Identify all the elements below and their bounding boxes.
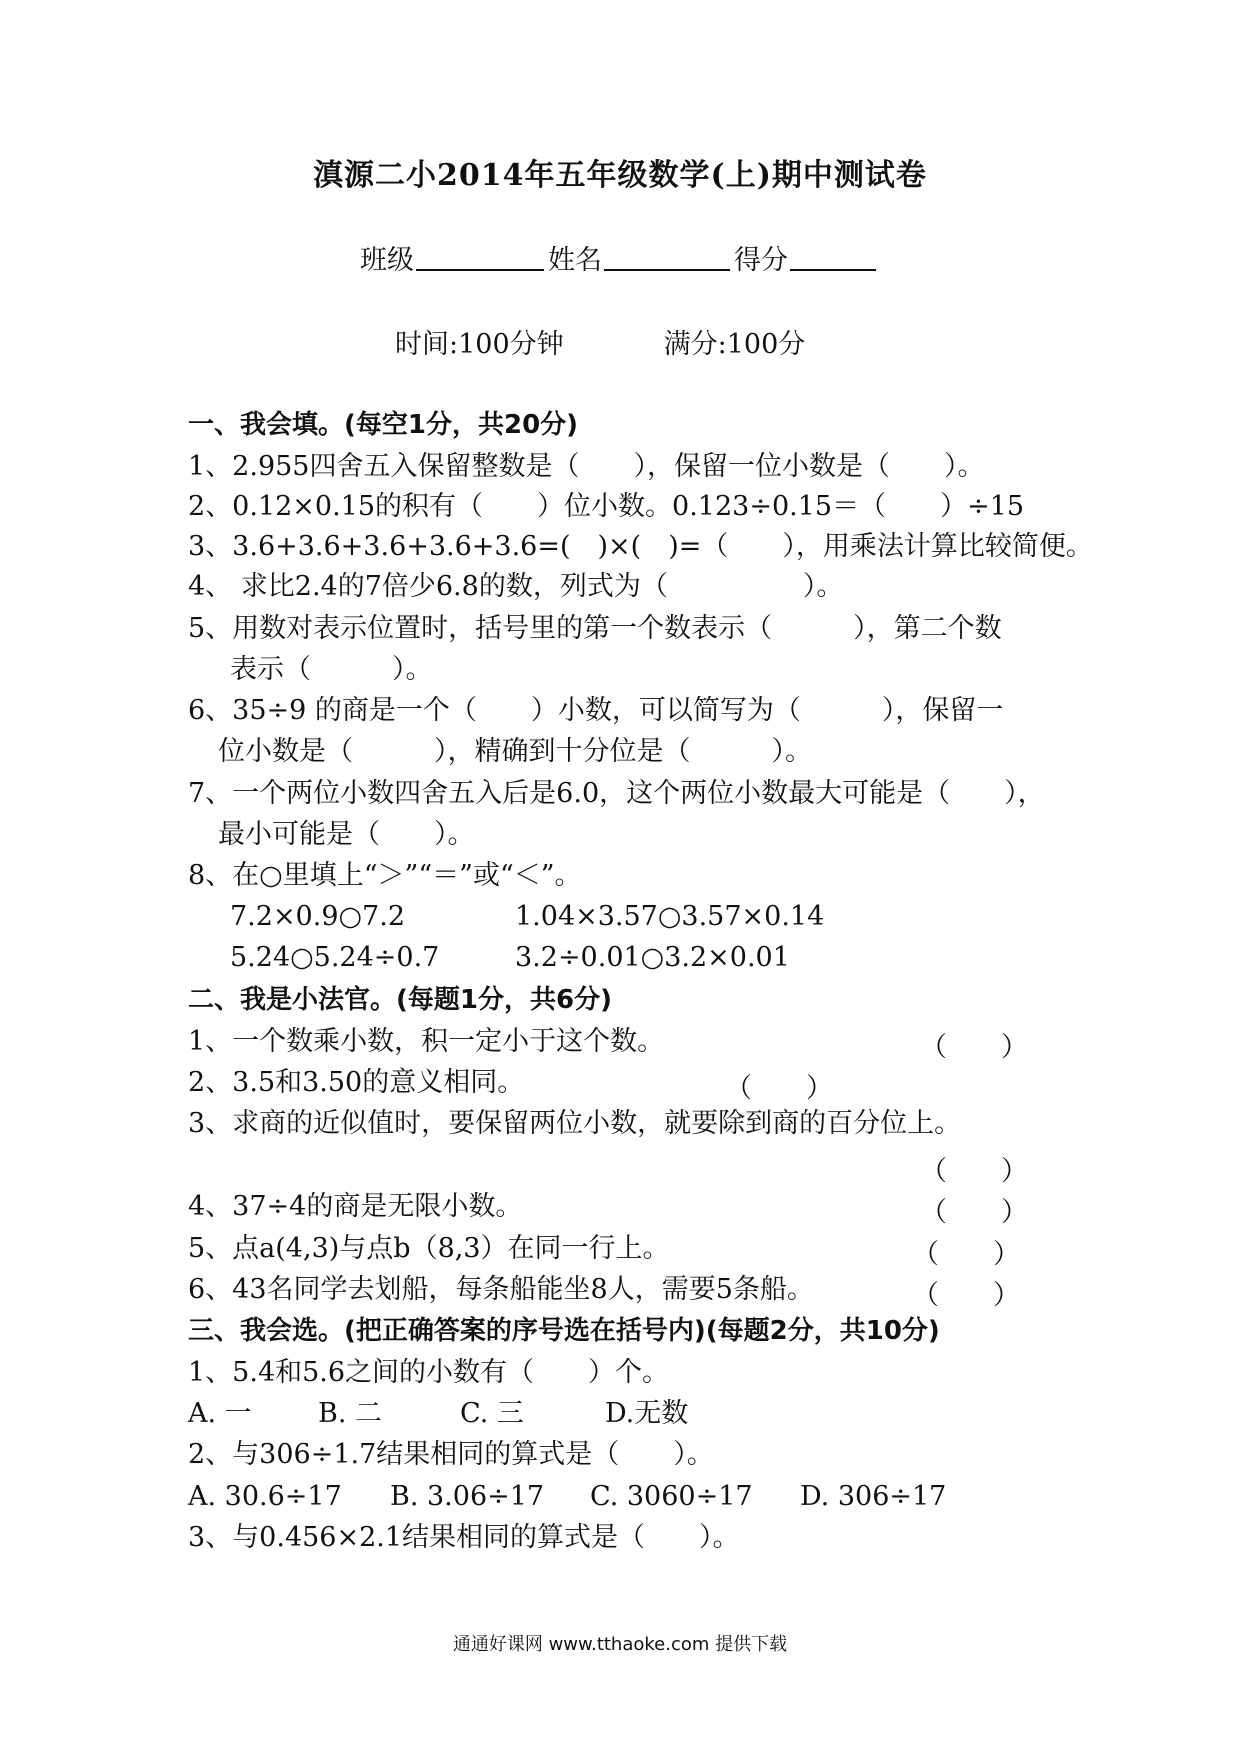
s1-question-3: 3、3.6+3.6+3.6+3.6+3.6=( )×( )=（ ），用乘法计算比较简便。: [188, 531, 1093, 562]
s3-q2-option-c: C. 3060÷17: [590, 1481, 753, 1512]
s3-question-1: 1、5.4和5.6之间的小数有（ ）个。: [188, 1357, 670, 1388]
s2-question-5: 5、点a(4,3)与点b（8,3）在同一行上。: [188, 1233, 670, 1264]
footer-text: 通通好课网 www.tthaoke.com 提供下载: [452, 1634, 788, 1655]
s2-question-2: 2、3.5和3.50的意义相同。: [188, 1067, 525, 1098]
name-blank[interactable]: [604, 243, 730, 271]
s1-q8-item-1: 7.2×0.9○7.2: [230, 901, 405, 932]
s1-question-2: 2、0.12×0.15的积有（ ）位小数。0.123÷0.15＝（ ）÷15: [188, 491, 1025, 522]
s3-q2-option-d: D. 306÷17: [800, 1481, 947, 1512]
s2-question-6: 6、43名同学去划船，每条船能坐8人，需要5条船。: [188, 1274, 814, 1305]
s1-question-1: 1、2.955四舍五入保留整数是（ ），保留一位小数是（ ）。: [188, 451, 985, 482]
full-score-text: 满分:100分: [663, 329, 806, 360]
s3-q2-option-b: B. 3.06÷17: [390, 1481, 545, 1512]
s2-answer-6[interactable]: （ ）: [912, 1280, 1020, 1311]
s2-answer-4[interactable]: （ ）: [920, 1197, 1028, 1228]
page-title: 滇源二小2014年五年级数学(上)期中测试卷: [313, 158, 927, 193]
section-3-heading: 三、我会选。(把正确答案的序号选在括号内)(每题2分，共10分): [188, 1316, 940, 1346]
s1-q8-item-4: 3.2÷0.01○3.2×0.01: [515, 942, 790, 973]
student-info-line: [0, 238, 1240, 277]
s1-q8-item-3: 5.24○5.24÷0.7: [230, 942, 440, 973]
class-blank[interactable]: [416, 243, 544, 271]
section-1-heading: 一、我会填。(每空1分，共20分): [188, 410, 579, 440]
duration-text: 时间:100分钟: [395, 329, 564, 360]
s2-answer-1[interactable]: （ ）: [920, 1032, 1028, 1063]
s3-question-3: 3、与0.456×2.1结果相同的算式是（ ）。: [188, 1522, 740, 1553]
s2-answer-3[interactable]: （ ）: [920, 1156, 1028, 1187]
section-2-heading: 二、我是小法官。(每题1分，共6分): [188, 985, 612, 1015]
s2-question-1: 1、一个数乘小数，积一定小于这个数。: [188, 1026, 665, 1057]
s3-question-2: 2、与306÷1.7结果相同的算式是（ ）。: [188, 1439, 714, 1470]
s1-question-7a: 7、一个两位小数四舍五入后是6.0，这个两位小数最大可能是（ ），: [188, 778, 1045, 809]
s1-question-4: 4、 求比2.4的7倍少6.8的数，列式为（ ）。: [188, 571, 844, 602]
s1-question-7b: 最小可能是（ ）。: [218, 819, 475, 850]
s2-answer-5[interactable]: （ ）: [912, 1239, 1020, 1270]
s1-question-5b: 表示（ ）。: [230, 654, 433, 685]
s2-question-4: 4、37÷4的商是无限小数。: [188, 1191, 523, 1222]
s3-q1-option-c: C. 三: [460, 1398, 524, 1429]
s3-q2-option-a: A. 30.6÷17: [188, 1481, 342, 1512]
s3-q1-option-a: A. 一: [188, 1398, 252, 1429]
s1-question-6a: 6、35÷9 的商是一个（ ）小数，可以简写为（ ），保留一: [188, 695, 1004, 726]
s1-question-6b: 位小数是（ ），精确到十分位是（ ）。: [218, 736, 812, 767]
class-label: 班级: [360, 245, 414, 276]
s2-answer-2[interactable]: （ ）: [725, 1073, 833, 1104]
s1-q8-item-2: 1.04×3.57○3.57×0.14: [515, 901, 825, 932]
s1-question-5a: 5、用数对表示位置时，括号里的第一个数表示（ ），第二个数: [188, 613, 1002, 644]
score-label: 得分: [734, 245, 788, 276]
s3-q1-option-d: D.无数: [605, 1398, 689, 1429]
s2-question-3: 3、求商的近似值时，要保留两位小数，就要除到商的百分位上。: [188, 1108, 962, 1139]
s1-question-8: 8、在○里填上“＞”“＝”或“＜”。: [188, 860, 582, 891]
s3-q1-option-b: B. 二: [318, 1398, 383, 1429]
name-label: 姓名: [548, 245, 602, 276]
score-blank[interactable]: [790, 243, 876, 271]
time-line: [395, 322, 805, 361]
